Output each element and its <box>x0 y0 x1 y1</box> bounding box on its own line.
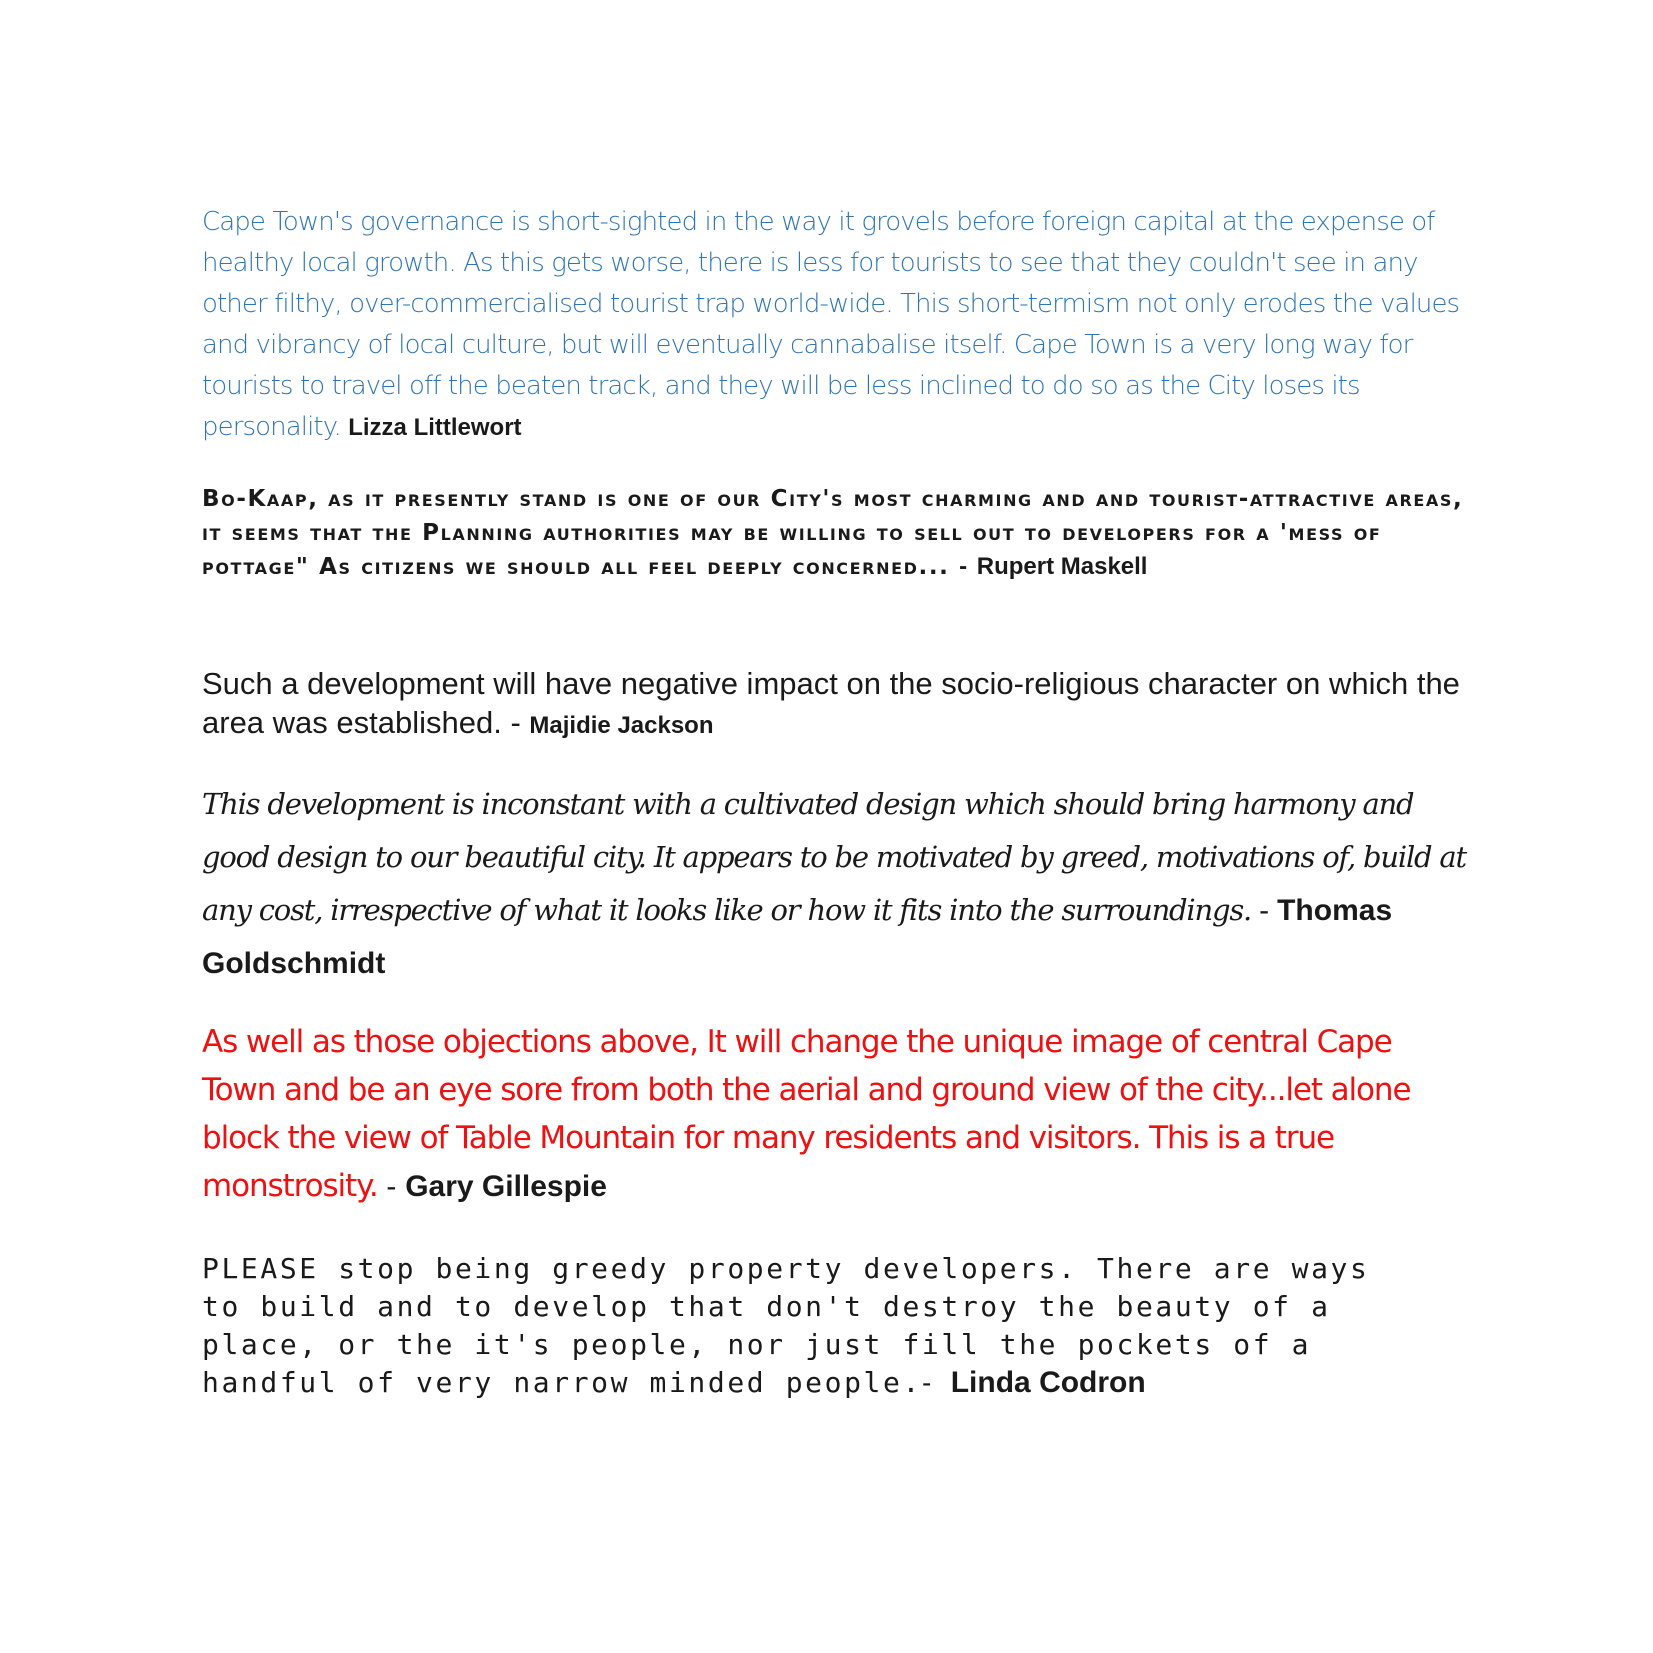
quote-author: Gary Gillespie <box>405 1170 607 1203</box>
quote-separator: - <box>386 1170 397 1203</box>
quote-text: PLEASE stop being greedy property developers. There are ways to build and to develop that don't destroy the beauty of a place, or the it's people, nor just fill the pockets of a handful of very narrow minded people. <box>202 1252 1370 1399</box>
quote-gillespie <box>202 1018 1442 1211</box>
quote-separator: - <box>959 553 968 580</box>
quote-separator: - <box>921 1367 932 1398</box>
quote-maskell <box>202 482 1492 584</box>
quote-text: Bo-Kaap, as it presently stand is one of our City's most charming and and tourist-attractive areas, it seems that the Planning authorities may be willing to sell out to developers for a 'mess of pottage" As citizens we should all feel deeply concerned... <box>202 486 1464 580</box>
quote-author: Rupert Maskell <box>976 553 1148 580</box>
quote-littlewort <box>202 202 1482 448</box>
quote-author: Linda Codron <box>950 1366 1146 1399</box>
quote-author: Lizza Littlewort <box>348 414 522 441</box>
quote-separator: - <box>1259 894 1270 927</box>
quote-text: Such a development will have negative impact on the socio-religious character on which the area was established. <box>202 666 1460 740</box>
quote-codron <box>202 1250 1482 1402</box>
quote-text: This development is inconstant with a cultivated design which should bring harmony and good design to our beautiful city. It appears to be motivated by greed, motivations of, build at any cost, irrespective of what it looks like or how it fits into the surroundings. <box>202 787 1466 927</box>
quote-author: Thomas Goldschmidt <box>202 894 1393 980</box>
quote-text: Cape Town's governance is short-sighted in the way it grovels before foreign capital at the expense of healthy local growth. As this gets worse, there is less for tourists to see that they couldn't see in any other filthy, over-commercialised tourist trap world-wide. This short-termism not only erodes the values and vibrancy of local culture, but will eventually cannabalise itself. Cape Town is a very long way for tourists to travel off the beaten track, and they will be less inclined to do so as the City loses its personality. <box>202 207 1460 442</box>
quote-goldschmidt <box>202 778 1482 990</box>
quote-text: As well as those objections above, It will change the unique image of central Cape Town and be an eye sore from both the aerial and ground view of the city...let alone block the view of Table Mountain for many residents and visitors. This is a true monstrosity. <box>202 1024 1411 1204</box>
quote-jackson <box>202 664 1482 745</box>
quote-author: Majidie Jackson <box>529 712 714 739</box>
quote-separator: - <box>510 705 521 740</box>
